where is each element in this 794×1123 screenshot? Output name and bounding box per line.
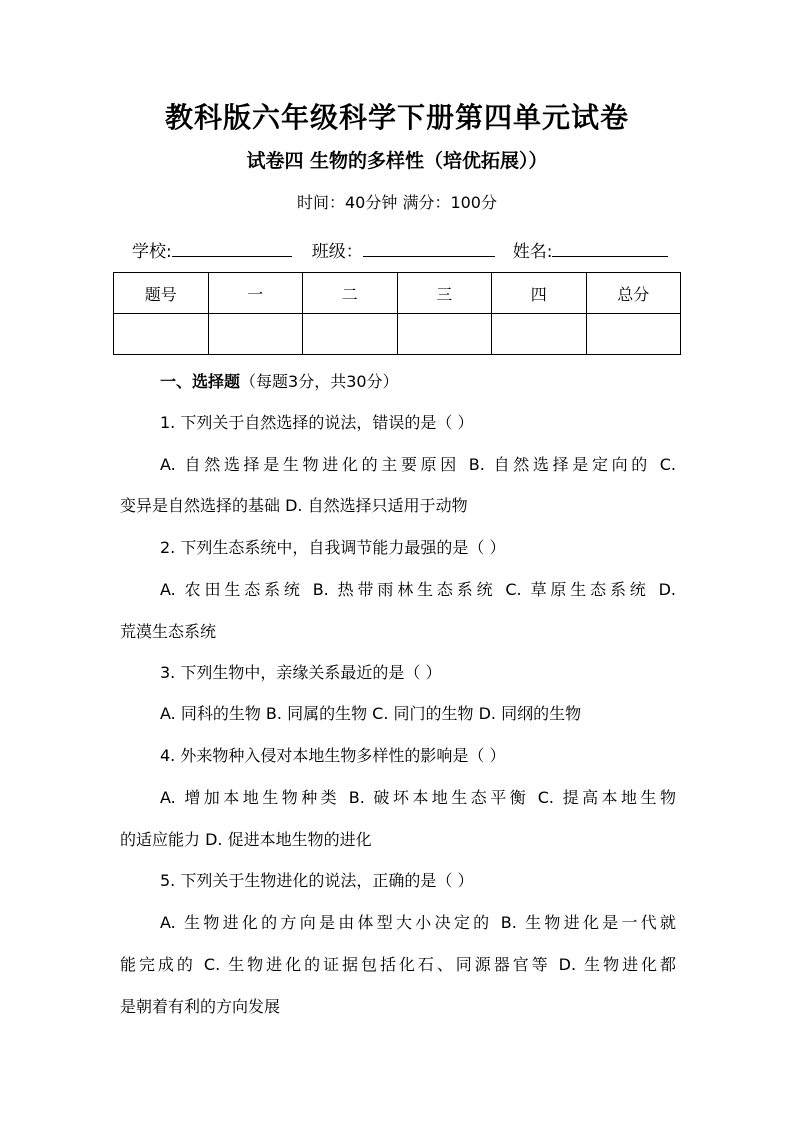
exam-time-score: 时间：40分钟 满分：100分 — [297, 193, 497, 212]
score-entry-cell[interactable] — [208, 314, 303, 355]
exam-title: 教科版六年级科学下册第四单元试卷 — [164, 101, 629, 134]
school-blank[interactable] — [172, 239, 292, 257]
section-heading — [160, 369, 399, 392]
score-header-cell: 四 — [492, 273, 587, 314]
score-table — [113, 272, 681, 355]
question-line: A. 农田生态系统 B. 热带雨林生态系统 C. 草原生态系统 D. — [160, 580, 676, 599]
score-header-cell: 题号 — [114, 273, 209, 314]
class-blank[interactable] — [363, 239, 495, 257]
score-table-entry-row — [114, 314, 681, 355]
question-line: A. 自然选择是生物进化的主要原因 B. 自然选择是定向的 C. — [160, 455, 676, 474]
name-blank[interactable] — [552, 239, 668, 257]
score-header-cell: 二 — [303, 273, 398, 314]
question-line: A. 增加本地生物种类 B. 破坏本地生态平衡 C. 提高本地生物 — [160, 788, 676, 807]
score-table-header-row — [114, 273, 681, 314]
question-line: 1. 下列关于自然选择的说法，错误的是（ ） — [160, 413, 474, 432]
question-line: A. 生物进化的方向是由体型大小决定的 B. 生物进化是一代就 — [160, 913, 676, 932]
name-label: 姓名: — [512, 242, 553, 262]
section-note: （每题3分，共30分） — [240, 372, 399, 391]
student-info-row — [132, 237, 668, 262]
score-header-cell: 一 — [208, 273, 303, 314]
score-entry-cell[interactable] — [303, 314, 398, 355]
section-title: 一、选择题 — [160, 372, 241, 391]
score-header-cell: 三 — [397, 273, 492, 314]
question-line: 2. 下列生态系统中，自我调节能力最强的是（ ） — [160, 538, 506, 557]
class-label: 班级： — [311, 242, 363, 262]
school-label: 学校: — [132, 242, 172, 262]
question-line: 3. 下列生物中，亲缘关系最近的是（ ） — [160, 663, 442, 682]
question-line: 荒漠生态系统 — [120, 622, 217, 641]
score-header-cell: 总分 — [586, 273, 681, 314]
score-entry-cell[interactable] — [492, 314, 587, 355]
exam-subtitle: 试卷四 生物的多样性（培优拓展）） — [246, 150, 548, 172]
question-line: 能完成的 C. 生物进化的证据包括化石、同源器官等 D. 生物进化都 — [120, 955, 676, 974]
score-entry-cell[interactable] — [114, 314, 209, 355]
question-line: 变异是自然选择的基础 D. 自然选择只适用于动物 — [120, 496, 468, 515]
question-line: 是朝着有利的方向发展 — [120, 997, 281, 1016]
question-line: 4. 外来物种入侵对本地生物多样性的影响是（ ） — [160, 746, 506, 765]
score-entry-cell[interactable] — [586, 314, 681, 355]
question-line: 5. 下列关于生物进化的说法，正确的是（ ） — [160, 871, 474, 890]
score-entry-cell[interactable] — [397, 314, 492, 355]
question-line: 的适应能力 D. 促进本地生物的进化 — [120, 830, 372, 849]
question-line: A. 同科的生物 B. 同属的生物 C. 同门的生物 D. 同纲的生物 — [160, 704, 582, 723]
